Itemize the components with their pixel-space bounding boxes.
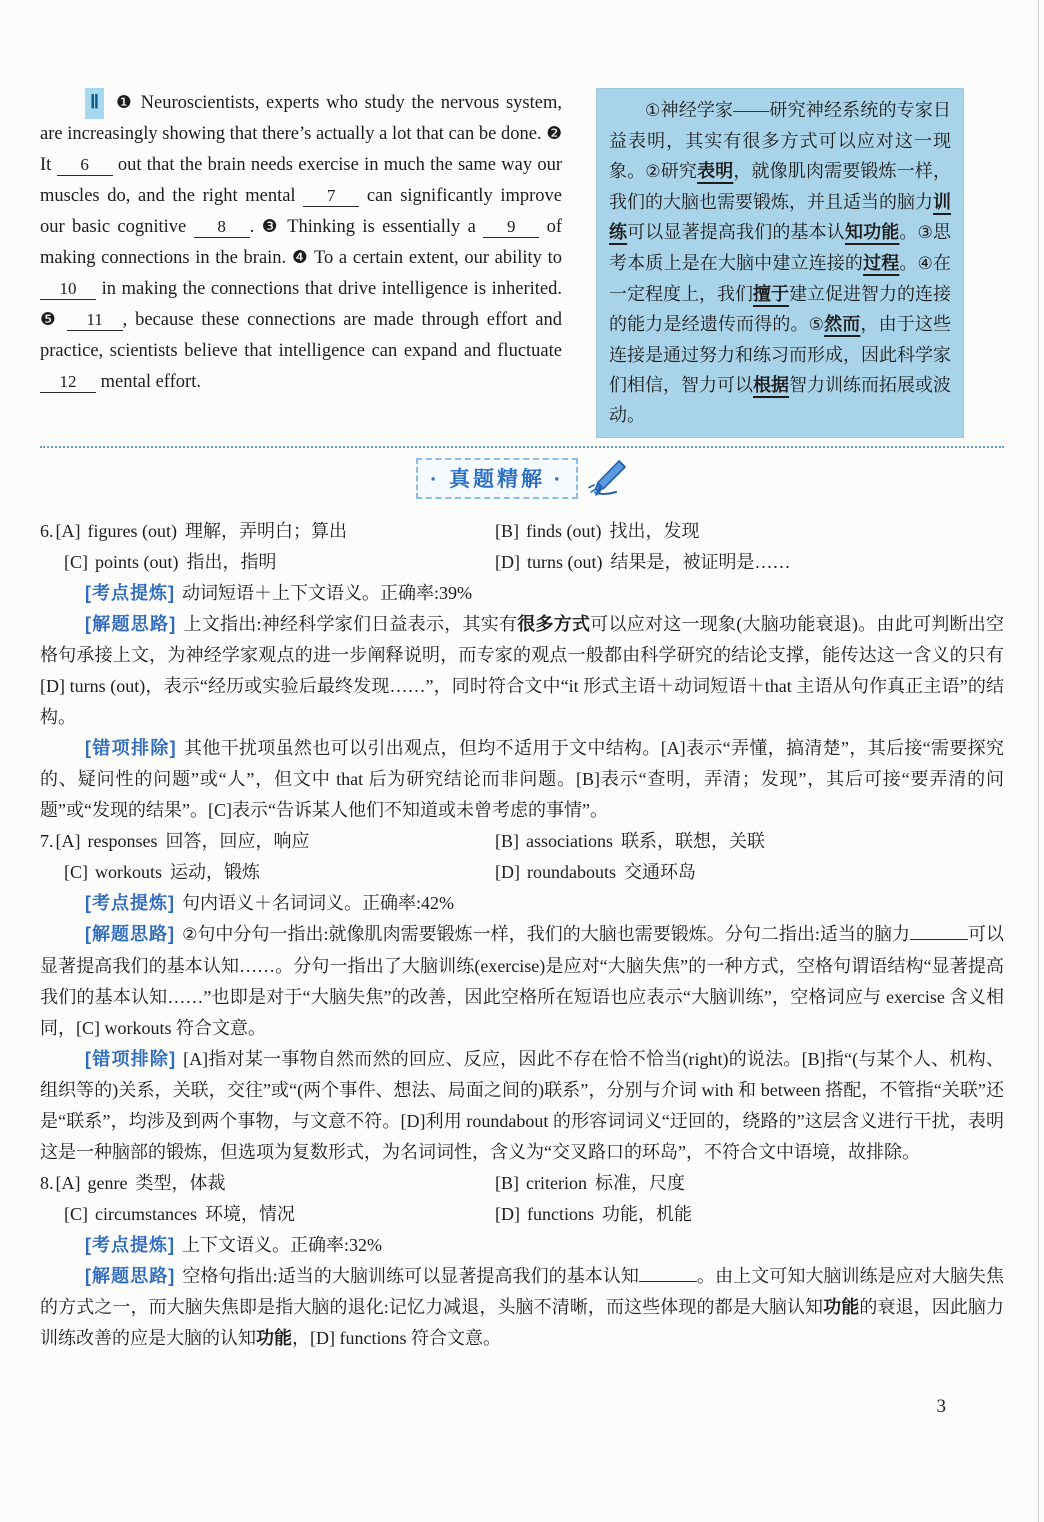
solution-text bbox=[40, 1266, 1004, 1348]
text-segment: ，由于这些连接是通过努力和练习而形成，因此科学家们相信，智力可以 bbox=[609, 314, 952, 395]
solution-paragraph bbox=[40, 919, 1004, 1044]
option-word: roundabouts bbox=[527, 862, 616, 882]
blank-underline: 7 bbox=[303, 186, 359, 207]
blank-underline: 8 bbox=[194, 217, 250, 238]
dotted-separator bbox=[40, 446, 1004, 448]
page-edge-line bbox=[1038, 0, 1040, 1522]
option-b bbox=[495, 516, 1004, 547]
explanations bbox=[40, 516, 1004, 1354]
question-number: 7. bbox=[40, 831, 54, 851]
option-word: figures (out) bbox=[87, 521, 177, 541]
solution-text bbox=[40, 614, 1004, 727]
option-b bbox=[495, 826, 1004, 857]
blank-underline bbox=[910, 939, 968, 940]
text-segment: To a certain extent, our ability to bbox=[308, 248, 562, 268]
sentence-marker: ❶ bbox=[114, 93, 134, 113]
option-word: turns (out) bbox=[527, 552, 603, 572]
options-6 bbox=[40, 516, 1004, 578]
option-b bbox=[495, 1168, 1004, 1199]
text-segment: 功能 bbox=[256, 1328, 292, 1348]
elimination-label: [错项排除] bbox=[85, 1049, 177, 1069]
section-marker-badge: Ⅱ bbox=[85, 88, 104, 119]
text-segment: [A]指对某一事物自然而然的回应、反应，因此不存在恰不恰当(right)的说法。[B]指“(与某个人、机构、组织等的)关系，关联，交往”或“(两个事件、想法、局面之间的)联系”，分别与介词 with 和 between 搭配，不管指“关联”还是“联系”，均涉及到两个事物，与文意不符。[D]利用 roundabout 的形容词词义“迂回的，绕路的”这层含义进行干扰，表明这是一种脑部的锻炼，但选项为复数形式，为名词词性，含义为“交叉路口的环岛”，不符合文中语境，故排除。 bbox=[40, 1049, 1004, 1162]
text-segment: 上文指出:神经科学家们日益表示，其实有 bbox=[183, 614, 518, 634]
sentence-marker: ❷ bbox=[546, 124, 562, 144]
blank-underline: 11 bbox=[67, 310, 123, 331]
text-segment: . bbox=[249, 217, 262, 237]
option-word: genre bbox=[87, 1173, 128, 1193]
sentence-marker: ② bbox=[645, 162, 661, 182]
option-label: [C] bbox=[64, 862, 88, 882]
text-segment: 功能 bbox=[823, 1297, 860, 1317]
text-segment: 。 bbox=[899, 222, 918, 242]
option-label: [C] bbox=[64, 1204, 88, 1224]
sentence-marker: ④ bbox=[917, 254, 934, 274]
sentence-marker: ❹ bbox=[291, 248, 309, 268]
text-segment: 研究 bbox=[660, 161, 698, 181]
option-d bbox=[495, 547, 1004, 578]
cloze-passage bbox=[40, 88, 562, 398]
solution-label: [解题思路] bbox=[85, 1266, 176, 1286]
elimination-label: [错项排除] bbox=[85, 738, 177, 758]
page-number: 3 bbox=[936, 1396, 946, 1417]
text-segment bbox=[59, 310, 67, 330]
text-segment: 。由上文可知大脑训练是应对大脑失焦的方式之一，而大脑失焦即是指大脑的退化:记忆力减退，头脑不清晰，而这些体现的都是大脑认知 bbox=[40, 1266, 1004, 1317]
exam-point-label: [考点提炼] bbox=[85, 1235, 175, 1255]
text-segment: 。 bbox=[899, 253, 918, 273]
exam-point-label: [考点提炼] bbox=[85, 583, 175, 603]
translation-text bbox=[609, 95, 951, 430]
solution-label: [解题思路] bbox=[85, 924, 176, 944]
text-segment: 可以应对这一现象(大脑功能衰退)。由此可判断出空格句承接上文，为神经学家观点的进一步阐释说明，而专家的观点一般都由科学研究的结论支撑，能传达这一含义的只有[D] turns (out)，表示“经历或实验后最终发现……”，同时符合文中“it 形式主语＋动词短语＋that 主语从句作真正主语”的结构。 bbox=[40, 614, 1004, 727]
option-c bbox=[40, 1199, 495, 1230]
question-block-6 bbox=[40, 516, 1004, 826]
blank-underline: 6 bbox=[57, 155, 113, 176]
text-segment: , because these connections are made through effort and practice, scientists believe that intelligence can expand and fluctuate bbox=[40, 310, 563, 361]
text-segment: 句中分句一指出:就像肌肉需要锻炼一样，我们的大脑也需要锻炼。分句二指出:适当的脑力 bbox=[197, 924, 910, 944]
text-segment: 动词短语＋上下文语义。正确率:39% bbox=[182, 583, 472, 603]
question-block-7 bbox=[40, 826, 1004, 1168]
text-segment: can significantly improve our basic cognitive bbox=[40, 186, 562, 237]
text-segment: 上下文语义。正确率:32% bbox=[182, 1235, 382, 1255]
section-header bbox=[40, 454, 1004, 502]
option-word: associations bbox=[526, 831, 613, 851]
text-segment: 知功能 bbox=[844, 222, 900, 242]
text-segment: 空格句指出:适当的大脑训练可以显著提高我们的基本认知 bbox=[182, 1266, 639, 1286]
sentence-marker: ③ bbox=[917, 223, 934, 243]
text-segment: of making connections in the brain. bbox=[40, 217, 563, 268]
sentence-marker: ① bbox=[645, 101, 661, 121]
option-gloss: 理解，弄明白；算出 bbox=[184, 521, 347, 541]
options-7 bbox=[40, 826, 1004, 888]
option-label: [A] bbox=[55, 521, 81, 541]
text-segment: 智力训练而拓展或波动。 bbox=[609, 375, 951, 425]
option-word: workouts bbox=[95, 862, 162, 882]
elimination-text bbox=[40, 738, 1004, 820]
solution-text bbox=[40, 924, 1004, 1038]
passage-and-translation bbox=[40, 0, 1004, 438]
text-segment: Thinking is essentially a bbox=[280, 217, 484, 237]
option-label: [B] bbox=[495, 1173, 519, 1193]
text-segment: 过程 bbox=[863, 253, 900, 273]
option-label: [A] bbox=[55, 831, 81, 851]
text-segment: 思考本质上是在大脑中建立连接的 bbox=[609, 222, 952, 273]
passage-text bbox=[40, 93, 562, 392]
option-label: [D] bbox=[495, 552, 520, 572]
option-d bbox=[495, 1199, 1004, 1230]
solution-label: [解题思路] bbox=[85, 614, 177, 634]
option-gloss: 结果是，被证明是…… bbox=[610, 552, 791, 572]
text-segment: 根据 bbox=[753, 375, 789, 395]
translation-box bbox=[596, 88, 964, 438]
text-segment: 训练 bbox=[609, 192, 951, 242]
option-label: [C] bbox=[64, 552, 88, 572]
option-a bbox=[40, 1168, 495, 1199]
elimination-text bbox=[40, 1049, 1004, 1162]
sentence-marker: ② bbox=[182, 925, 198, 945]
option-word: points (out) bbox=[95, 552, 179, 572]
option-label: [A] bbox=[55, 1173, 81, 1193]
sentence-marker: ⑤ bbox=[808, 315, 825, 335]
question-block-8 bbox=[40, 1168, 1004, 1354]
text-segment: 表明 bbox=[697, 161, 734, 181]
option-gloss: 类型，体裁 bbox=[135, 1173, 226, 1193]
text-segment: Neuroscientists, experts who study the nervous system, are increasingly showing that there’s actually a lot that can be done. bbox=[40, 93, 562, 144]
option-d bbox=[495, 857, 1004, 888]
text-segment: 然而 bbox=[824, 314, 861, 334]
exam-point-text bbox=[182, 1235, 382, 1255]
option-gloss: 环境，情况 bbox=[204, 1204, 295, 1224]
option-a bbox=[40, 516, 495, 547]
option-label: [B] bbox=[495, 521, 519, 541]
sentence-marker: ❺ bbox=[40, 310, 59, 330]
text-segment: mental effort. bbox=[96, 372, 201, 392]
option-word: finds (out) bbox=[526, 521, 602, 541]
text-segment: 可以显著提高我们的基本认 bbox=[627, 222, 845, 242]
exam-point-label: [考点提炼] bbox=[85, 893, 175, 913]
text-segment: 神经学家——研究神经系统的专家日益表明，其实有很多方式可以应对这一现象。 bbox=[609, 100, 952, 181]
exam-point-line bbox=[40, 1230, 1004, 1261]
option-gloss: 联系，联想，关联 bbox=[621, 831, 765, 851]
exam-point-line bbox=[40, 888, 1004, 919]
option-gloss: 标准，尺度 bbox=[594, 1173, 685, 1193]
text-segment: 其他干扰项虽然也可以引出观点，但均不适用于文中结构。[A]表示“弄懂，搞清楚”，其后接“需要探究的、疑问性的问题”或“人”，但文中 that 后为研究结论而非问题。[B]表示“查明，弄清；发现”，其后可接“要弄清的问题”或“发现的结果”。[C]表示“告诉某人他们不知道或未曾考虑的事情”。 bbox=[40, 738, 1004, 820]
exam-point-text bbox=[182, 583, 472, 603]
text-segment: 很多方式 bbox=[517, 614, 591, 634]
option-c bbox=[40, 857, 495, 888]
question-number: 6. bbox=[40, 521, 54, 541]
option-gloss: 交通环岛 bbox=[624, 862, 696, 882]
sentence-marker: ❸ bbox=[261, 217, 281, 237]
text-segment: ，就像肌肉需要锻炼一样，我们的大脑也需要锻炼，并且适当的脑力 bbox=[609, 161, 952, 212]
text-segment: 在一定程度上，我们 bbox=[609, 253, 952, 304]
text-segment: 的衰退，因此脑力训练改善的应是大脑的认知 bbox=[40, 1297, 1005, 1348]
option-gloss: 回答，回应，响应 bbox=[165, 831, 310, 851]
option-label: [D] bbox=[495, 862, 520, 882]
option-gloss: 指出，指明 bbox=[186, 552, 277, 572]
option-c bbox=[40, 547, 495, 578]
text-segment: in making the connections that drive intelligence is inherited. bbox=[96, 279, 562, 299]
option-word: criterion bbox=[526, 1173, 587, 1193]
text-segment: out that the brain needs exercise in much the same way our muscles do, and the right mental bbox=[40, 155, 562, 206]
solution-paragraph bbox=[40, 1261, 1004, 1354]
option-word: functions bbox=[527, 1204, 594, 1224]
elimination-paragraph bbox=[40, 733, 1004, 826]
section-header-badge: · 真题精解 · bbox=[416, 458, 578, 499]
text-segment: 擅于 bbox=[753, 284, 789, 304]
text-segment: 句内语义＋名词词义。正确率:42% bbox=[182, 893, 454, 913]
text-segment: 可以显著提高我们的基本认知……。分句一指出了大脑训练(exercise)是应对“大脑失焦”的一种方式，空格句谓语结构“显著提高我们的基本认知……”也即是对于“大脑失焦”的改善，因此空格所在短语也应表示“大脑训练”，空格词应与 exercise 含义相同，[C] workouts 符合文意。 bbox=[40, 924, 1005, 1038]
option-a bbox=[40, 826, 495, 857]
option-label: [D] bbox=[495, 1204, 520, 1224]
exam-point-line bbox=[40, 578, 1004, 609]
option-label: [B] bbox=[495, 831, 519, 851]
option-gloss: 功能，机能 bbox=[602, 1204, 692, 1224]
pen-icon bbox=[586, 458, 628, 498]
text-segment: It bbox=[40, 155, 57, 175]
text-segment: 建立促进智力的连接的能力是经遗传而得的。 bbox=[609, 284, 951, 334]
blank-underline bbox=[639, 1281, 697, 1282]
option-gloss: 运动，锻炼 bbox=[170, 862, 260, 882]
question-number: 8. bbox=[40, 1173, 54, 1193]
options-8 bbox=[40, 1168, 1004, 1230]
option-gloss: 找出，发现 bbox=[609, 521, 700, 541]
blank-underline: 12 bbox=[40, 372, 96, 393]
blank-underline: 9 bbox=[483, 217, 539, 238]
text-segment: ，[D] functions 符合文意。 bbox=[292, 1328, 501, 1348]
exam-point-text bbox=[182, 893, 454, 913]
option-word: circumstances bbox=[95, 1204, 197, 1224]
elimination-paragraph bbox=[40, 1044, 1004, 1168]
solution-paragraph bbox=[40, 609, 1004, 733]
option-word: responses bbox=[87, 831, 158, 851]
blank-underline: 10 bbox=[40, 279, 96, 300]
